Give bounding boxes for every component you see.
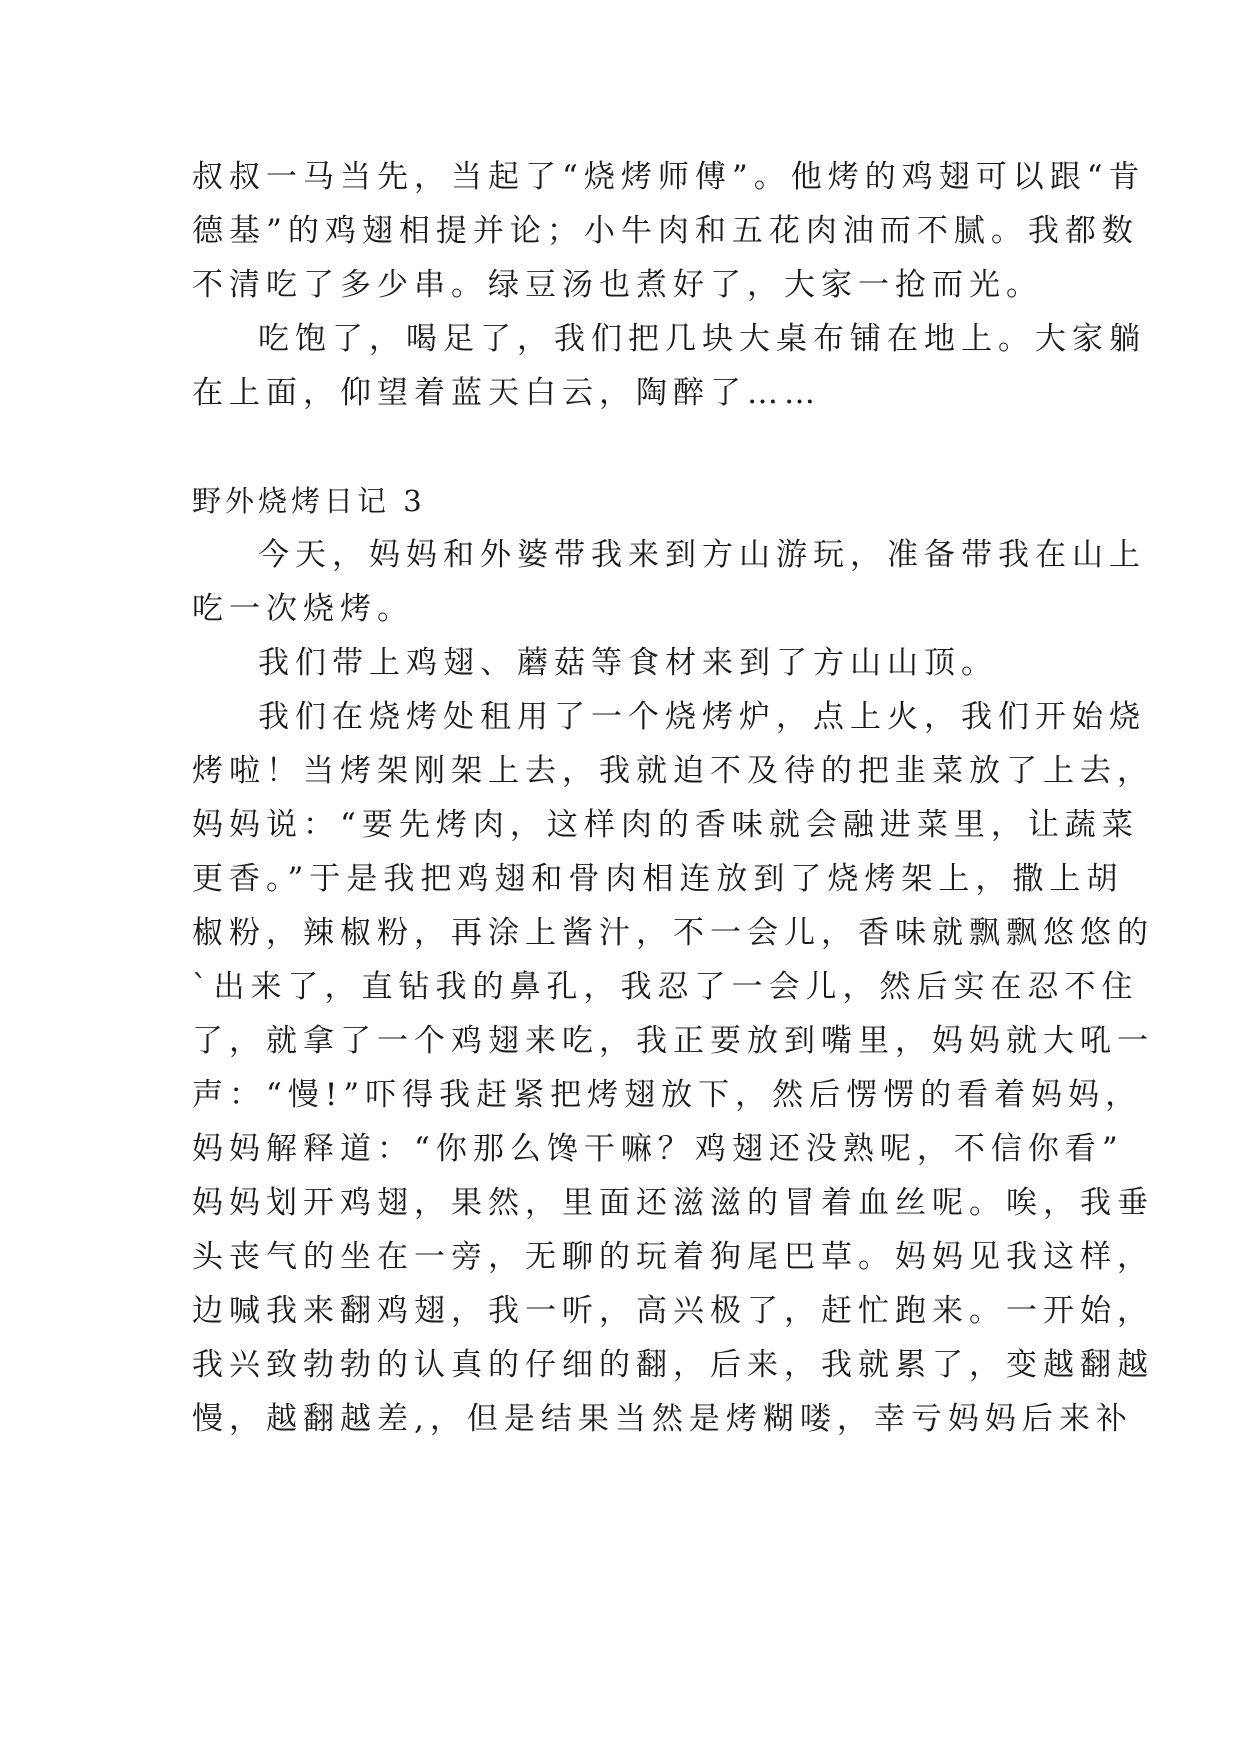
text-line: 椒粉，辣椒粉，再涂上酱汁，不一会儿，香味就飘飘悠悠的 [192,915,1154,951]
paragraph-start-line: 吃饱了，喝足了，我们把几块大桌布铺在地上。大家躺 [258,321,1146,357]
text-line: 边喊我来翻鸡翅，我一听，高兴极了，赶忙跑来。一开始， [192,1293,1154,1329]
text-line: 妈妈说：“要先烤肉，这样肉的香味就会融进菜里，让蔬菜 [192,807,1139,843]
text-line: `出来了，直钻我的鼻孔，我忍了一会儿，然后实在忍不住 [192,969,1139,1005]
text-line: 头丧气的坐在一旁，无聊的玩着狗尾巴草。妈妈见我这样， [192,1239,1154,1275]
text-line: 叔叔一马当先，当起了“烧烤师傅”。他烤的鸡翅可以跟“肯 [192,159,1146,195]
text-line: 不清吃了多少串。绿豆汤也煮好了，大家一抢而光。 [192,267,1043,303]
paragraph-start-line: 我们带上鸡翅、蘑菇等食材来到了方山山顶。 [258,645,998,681]
text-line: 慢，越翻越差,，但是结果当然是烤糊喽，幸亏妈妈后来补 [192,1401,1133,1437]
section-heading: 野外烧烤日记 3 [192,484,426,518]
text-line: 烤啦！当烤架刚架上去，我就迫不及待的把韭菜放了上去， [192,753,1154,789]
text-line: 了，就拿了一个鸡翅来吃，我正要放到嘴里，妈妈就大吼一 [192,1023,1154,1059]
paragraph-start-line: 我们在烧烤处租用了一个烧烤炉，点上火，我们开始烧 [258,699,1146,735]
text-line: 德基”的鸡翅相提并论；小牛肉和五花肉油而不腻。我都数 [192,213,1139,249]
section-gap [192,420,1062,474]
paragraph-start-line: 今天，妈妈和外婆带我来到方山游玩，准备带我在山上 [258,537,1146,573]
text-line: 我兴致勃勃的认真的仔细的翻，后来，我就累了，变越翻越 [192,1347,1154,1383]
text-line: 妈妈划开鸡翅，果然，里面还滋滋的冒着血丝呢。唉，我垂 [192,1185,1154,1221]
text-line: 在上面，仰望着蓝天白云，陶醉了…… [192,375,821,411]
document-page [192,150,1154,1446]
text-line: 声：“慢!”吓得我赶紧把烤翅放下，然后愣愣的看着妈妈， [192,1077,1143,1113]
text-line: 妈妈解释道：“你那么馋干嘛？鸡翅还没熟呢，不信你看” [192,1131,1124,1167]
text-line: 吃一次烧烤。 [192,591,414,627]
text-line: 更香。”于是我把鸡翅和骨肉相连放到了烧烤架上，撒上胡 [192,861,1124,897]
